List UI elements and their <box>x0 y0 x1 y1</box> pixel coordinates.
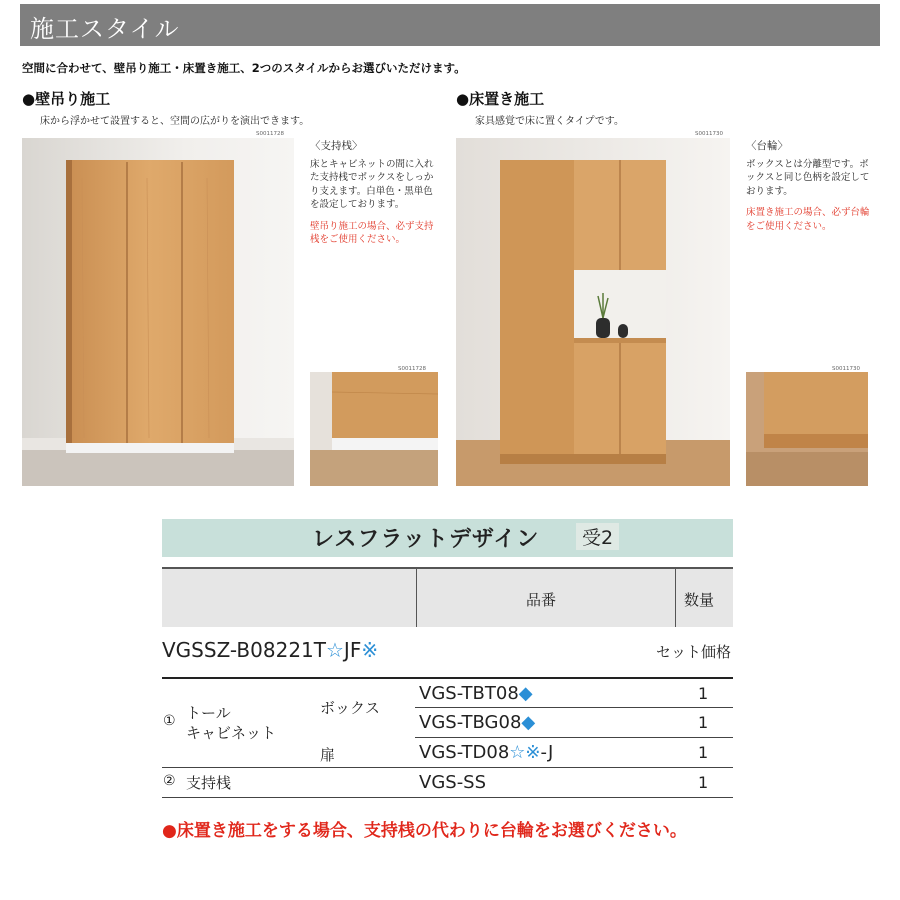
intro-text: 空間に合わせて、壁吊り施工・床置き施工、2つのスタイルからお選びいただけます。 <box>22 61 466 75</box>
item1-box-label: ボックス <box>320 699 380 717</box>
floor-note-warning: 床置き施工の場合、必ず台輪をご使用ください。 <box>746 207 870 232</box>
page-title: 施工スタイル <box>30 15 180 43</box>
item1-number: ① <box>163 713 176 729</box>
row-divider <box>415 737 733 738</box>
support-bar-detail-photo <box>310 372 438 486</box>
order-badge: 受2 <box>576 523 619 550</box>
col-part-number: 品番 <box>526 591 557 609</box>
wall-section-title: ●壁吊り施工 <box>22 90 111 108</box>
qty-row-1: 1 <box>698 684 709 703</box>
row-divider <box>162 797 733 798</box>
qty-row-2: 1 <box>698 713 709 732</box>
qty-row-3: 1 <box>698 743 709 762</box>
set-price-label: セット価格 <box>655 643 731 661</box>
floor-photo-code: S0011730 <box>695 131 723 137</box>
series-name: レスフラットデザイン <box>312 527 540 552</box>
wall-note-warning: 壁吊り施工の場合、必ず支持桟をご使用ください。 <box>310 220 434 245</box>
row-divider <box>415 707 733 708</box>
set-model-number: VGSSZ-B08221T☆JF※ <box>162 638 379 662</box>
row-divider <box>162 767 733 768</box>
floor-note-body: ボックスとは分離型です。ボックスと同じ色柄を設定しております。 <box>746 158 870 197</box>
wall-note-body: 床とキャビネットの間に入れた支持桟でボックスをしっかり支えます。白単色・黒単色を設定しております。 <box>310 158 434 210</box>
floor-detail-code: S0011730 <box>832 366 860 372</box>
wall-note <box>310 140 438 247</box>
wall-hung-photo <box>22 138 294 486</box>
wall-photo-code: S0011728 <box>256 131 284 137</box>
col-divider <box>416 569 417 627</box>
part-row-4: VGS-SS <box>419 772 487 793</box>
table-header <box>162 567 733 627</box>
floor-note-head: 〈台輪〉 <box>746 140 788 152</box>
floor-install-warning: ●床置き施工をする場合、支持桟の代わりに台輪をお選びください。 <box>162 821 687 841</box>
item1-door-label: 扉 <box>320 746 336 764</box>
col-quantity: 数量 <box>684 591 715 609</box>
floor-standing-photo <box>456 138 730 486</box>
part-row-2: VGS-TBG08◆ <box>419 712 536 733</box>
part-row-1: VGS-TBT08◆ <box>419 683 533 704</box>
part-row-3: VGS-TD08☆※-J <box>419 742 554 763</box>
plinth-detail-photo <box>746 372 868 486</box>
qty-row-4: 1 <box>698 773 709 792</box>
wall-detail-code: S0011728 <box>398 366 426 372</box>
col-divider <box>675 569 676 627</box>
item1-name-line1: トール <box>186 704 231 722</box>
floor-section-title: ●床置き施工 <box>456 90 545 108</box>
wall-note-head: 〈支持桟〉 <box>310 140 363 152</box>
wall-section-desc: 床から浮かせて設置すると、空間の広がりを演出できます。 <box>40 116 310 127</box>
floor-section-desc: 家具感覚で床に置くタイプです。 <box>475 116 624 127</box>
page-header <box>20 4 880 46</box>
item1-name-line2: キャビネット <box>186 724 277 742</box>
floor-note <box>746 140 874 233</box>
item2-number: ② <box>163 773 176 789</box>
set-row <box>162 638 733 670</box>
table-divider <box>162 677 733 679</box>
table-title-bar <box>162 519 733 557</box>
item2-name: 支持桟 <box>186 774 232 792</box>
